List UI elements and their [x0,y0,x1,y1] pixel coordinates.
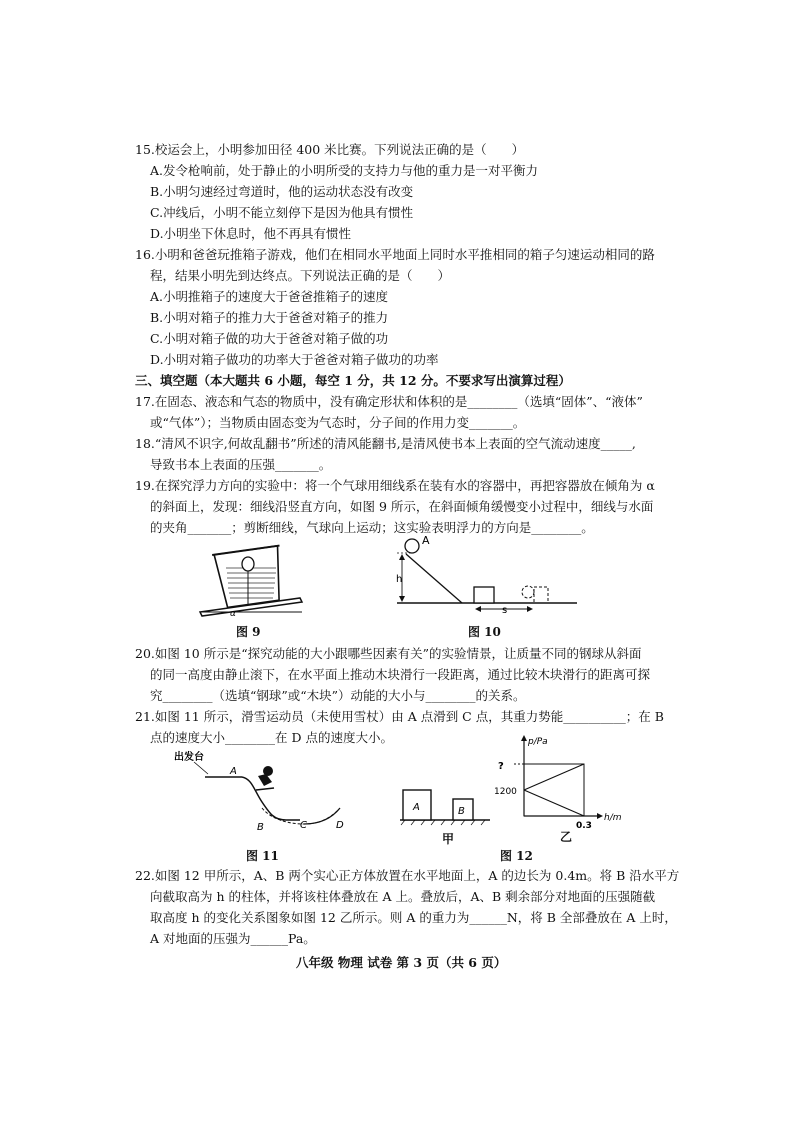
figure-10-label-a: A [422,534,430,547]
q22-line2: 向截取高为 h 的柱体，并将该柱体叠放在 A 上。叠放后，A、B 剩余部分对地面的压强随截 [150,889,656,904]
figure-12-block-a: A [413,802,420,813]
q21-line1: 21.如图 11 所示，滑雪运动员（未使用雪杖）由 A 点滑到 C 点，其重力势能__________；在 B [135,709,664,724]
figure-10-label-s: s [502,605,508,616]
figure-10-caption: 图 10 [468,625,501,639]
q15-option-c: C.冲线后，小明不能立刻停下是因为他具有惯性 [150,205,414,220]
figure-12-yi-graph [490,732,630,832]
figure-12-y-axis-label: p/Pa [528,737,548,747]
q16-stem-line2: 程，结果小明先到达终点。下列说法正确的是（ ） [150,268,451,283]
q18-line2: 导致书本上表面的压强_______。 [150,457,332,472]
figure-12-y-tick: 1200 [494,787,517,797]
q17-line2: 或“气体”）；当物质由固态变为气态时，分子间的作用力变_______。 [150,415,526,430]
q16-option-c: C.小明对箱子做的功大于爸爸对箱子做的功 [150,331,389,346]
q20-line3: 究________（选填“钢球”或“木块”）动能的大小与________的关系。 [150,688,526,703]
figure-9-diagram [190,540,310,618]
figure-10-label-h: h [396,574,403,585]
figure-9-caption: 图 9 [236,625,261,639]
figure-12-yi-label: 乙 [560,830,573,844]
q19-line3: 的夹角_______；剪断细线，气球向上运动；这实验表明浮力的方向是________。 [150,520,594,535]
q19-line1: 19.在探究浮力方向的实验中：将一个气球用细线系在装有水的容器中，再把容器放在倾角为 α [135,478,655,493]
figure-11-label-d: D [336,820,344,831]
q18-line1: 18.“清风不识字,何故乱翻书”所述的清风能翻书,是清风使书本上表面的空气流动速度_____, [135,436,636,451]
q22-line3: 取高度 h 的变化关系图象如图 12 乙所示。则 A 的重力为______N，将 B 全部叠放在 A 上时， [150,910,677,925]
q22-line1: 22.如图 12 甲所示，A、B 两个实心正方体放置在水平地面上，A 的边长为 0.4m。将 B 沿水平方 [135,868,680,883]
figure-10-diagram [392,532,582,616]
section-3-heading: 三、填空题（本大题共 6 小题，每空 1 分，共 12 分。不要求写出演算过程） [135,373,571,388]
figure-11-start-label: 出发台 [174,752,204,763]
q16-option-d: D.小明对箱子做功的功率大于爸爸对箱子做功的功率 [150,352,439,367]
page-footer: 八年级 物理 试卷 第 3 页（共 6 页） [296,955,507,970]
figure-12-y-unknown: ? [498,761,504,772]
q15-option-a: A.发令枪响前，处于静止的小明所受的支持力与他的重力是一对平衡力 [150,163,539,178]
q21-line2: 点的速度大小________在 D 点的速度大小。 [150,730,393,745]
figure-12-caption: 图 12 [500,849,533,863]
q16-option-b: B.小明对箱子的推力大于爸爸对箱子的推力 [150,310,389,325]
q16-option-a: A.小明推箱子的速度大于爸爸推箱子的速度 [150,289,389,304]
q19-line2: 的斜面上，发现：细线沿竖直方向，如图 9 所示，在斜面倾角缓慢变小过程中，细线与水面 [150,499,654,514]
q15-stem: 15.校运会上，小明参加田径 400 米比赛。下列说法正确的是（ ） [135,142,525,157]
figure-12-x-axis-label: h/m [604,813,622,823]
figure-11-caption: 图 11 [246,849,279,863]
q22-line4: A 对地面的压强为______Pa。 [150,931,316,946]
figure-12-x-tick: 0.3 [576,821,592,831]
figure-12-jia-diagram [395,780,495,830]
figure-11-label-b: B [257,822,264,833]
figure-11-label-a: A [230,766,237,777]
figure-12-jia-label: 甲 [442,832,455,846]
q17-line1: 17.在固态、液态和气态的物质中，没有确定形状和体积的是________（选填“固体”、“液体” [135,394,643,409]
figure-11-label-c: C [300,820,307,831]
q20-line2: 的同一高度由静止滚下，在水平面上推动木块滑行一段距离，通过比较木块滑行的距离可探 [150,667,651,682]
q15-option-b: B.小明匀速经过弯道时，他的运动状态没有改变 [150,184,414,199]
figure-9-angle-label: α [230,609,236,618]
q16-stem-line1: 16.小明和爸爸玩推箱子游戏，他们在相同水平地面上同时水平推相同的箱子匀速运动相同的路 [135,247,655,262]
q20-line1: 20.如图 10 所示是“探究动能的大小跟哪些因素有关”的实验情景，让质量不同的钢球从斜面 [135,646,642,661]
figure-12-block-b: B [458,806,465,817]
figure-11-diagram [170,748,355,842]
q15-option-d: D.小明坐下休息时，他不再具有惯性 [150,226,352,241]
